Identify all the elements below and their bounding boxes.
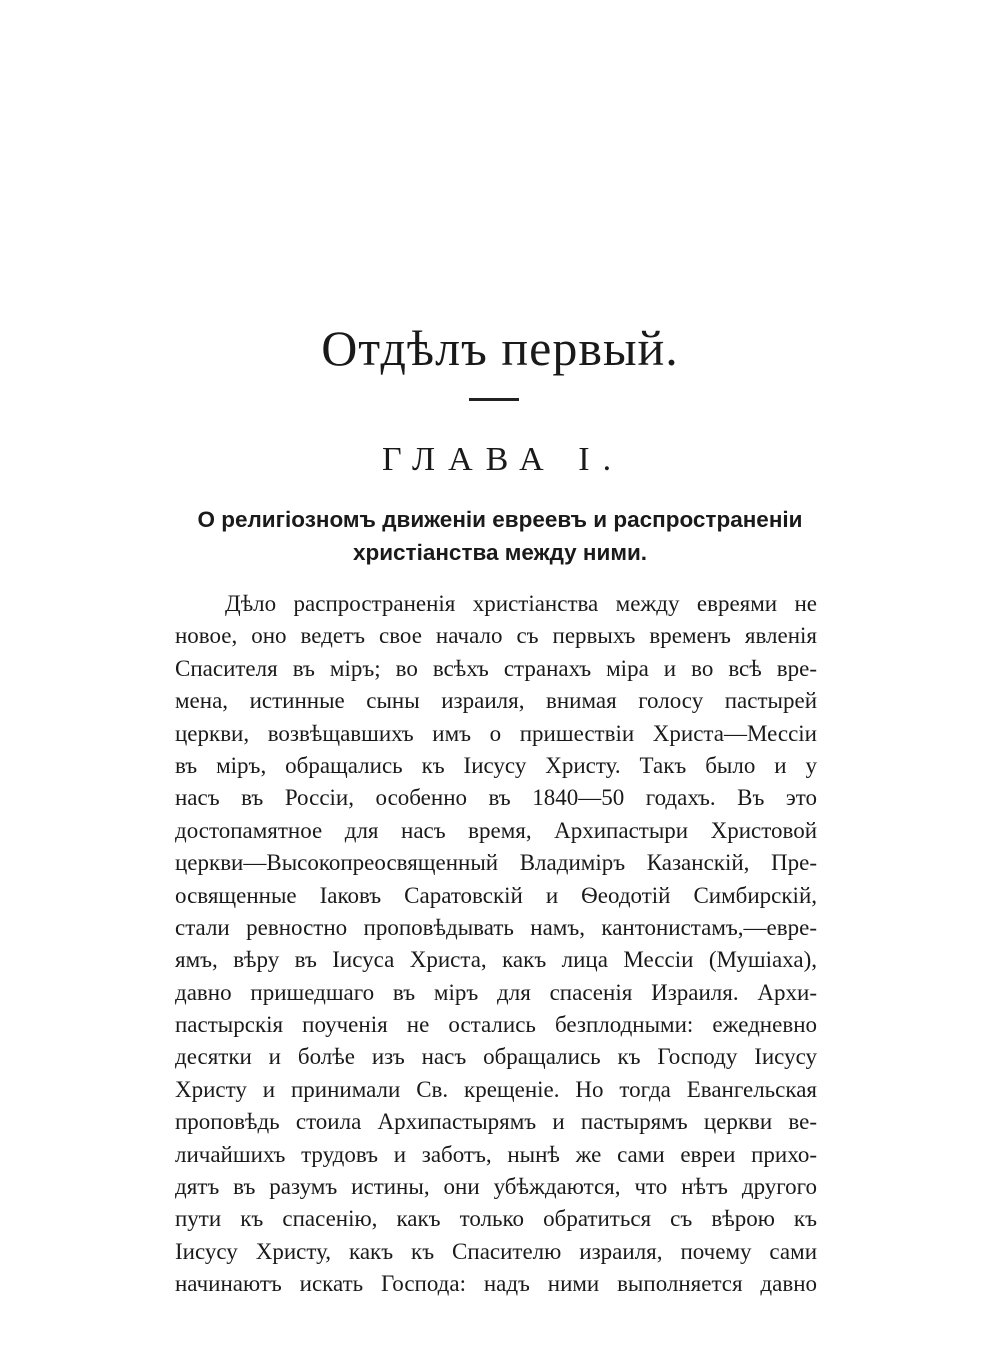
text-line: мена, истинные сыны израиля, внимая голосу пастырей [175,688,817,714]
text-line: церкви, возвѣщавшихъ имъ о пришествіи Христа—Мессіи [175,720,817,746]
text-line: давно пришедшаго въ міръ для спасенія Израиля. Архи- [175,979,817,1005]
chapter-heading: ГЛАВА I. [381,441,625,478]
chapter-subtitle-line: О религіозномъ движеніи евреевъ и распространеніи [197,507,803,532]
text-line: Іисусу Христу, какъ къ Спасителю израиля, почему сами [175,1238,817,1264]
section-title: Отдѣлъ первый. [321,320,679,376]
text-line: стали ревностно проповѣдывать намъ, кантонистамъ,—евре- [175,914,817,940]
text-line: личайшихъ трудовъ и заботъ, нынѣ же сами евреи прихо- [175,1141,817,1167]
chapter-subtitle [140,503,860,569]
body-paragraph [175,588,817,1301]
text-line: десятки и болѣе изъ насъ обращались къ Господу Іисусу [175,1044,817,1070]
text-line: новое, оно ведетъ свое начало съ первыхъ временъ явленія [175,623,817,649]
text-line: достопамятное для насъ время, Архипастыри Христовой [175,817,817,843]
text-line: освященные Іаковъ Саратовскій и Ѳеодотій Симбирскій, [175,882,817,908]
text-line: дятъ въ разумъ истины, они убѣждаются, что нѣтъ другого [175,1174,817,1200]
text-line: Спасителя въ міръ; во всѣхъ странахъ міра и во всѣ вре- [175,655,817,681]
chapter-subtitle-line: христіанства между ними. [352,540,648,565]
text-line: насъ въ Россіи, особенно въ 1840—50 годахъ. Въ это [175,785,817,811]
text-line: проповѣдь стоила Архипастырямъ и пастырямъ церкви ве- [175,1109,817,1135]
title-divider-rule [469,398,519,401]
text-line: въ міръ, обращались къ Іисусу Христу. Такъ было и у [175,752,817,778]
text-line: Дѣло распространенія христіанства между евреями не [225,591,817,616]
text-line: Христу и принимали Св. крещеніе. Но тогда Евангельская [175,1076,817,1102]
text-line: пастырскія поученія не остались безплодными: ежедневно [175,1012,817,1038]
text-line: начинаютъ искать Господа: надъ ними выполняется давно [175,1271,817,1297]
text-line: пути къ спасенію, какъ только обратиться съ вѣрою къ [175,1206,817,1232]
text-line: ямъ, вѣру въ Іисуса Христа, какъ лица Мессіи (Мушіаха), [175,947,817,973]
text-line: церкви—Высокопреосвященный Владиміръ Казанскій, Пре- [175,850,817,876]
